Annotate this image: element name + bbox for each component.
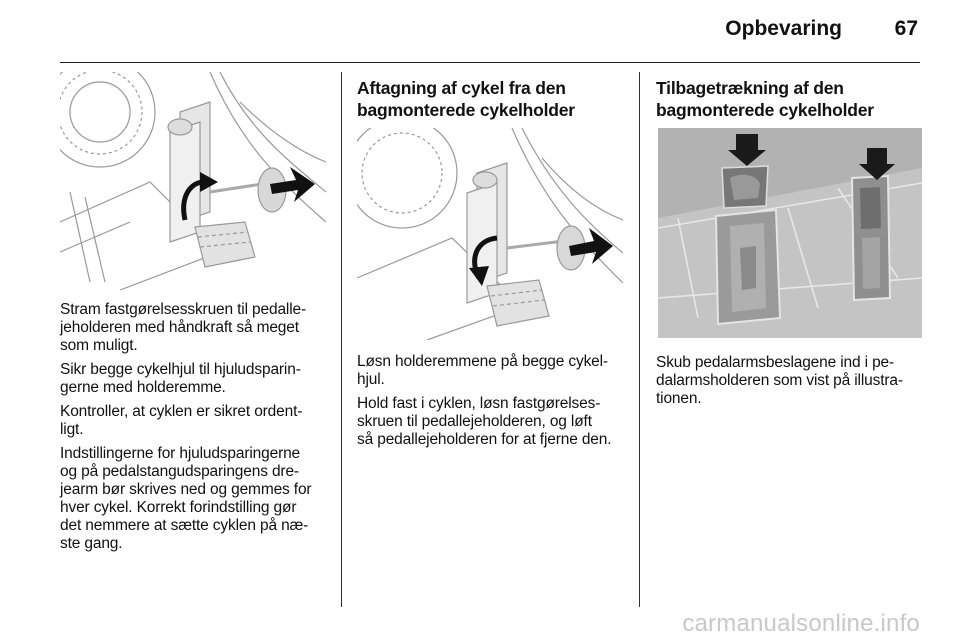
page-header — [60, 0, 920, 63]
paragraph-loosen-straps: Løsn holderemmene på begge cykel- hjul. — [357, 353, 608, 388]
removal-heading: Aftagning af cykel fra den bagmonterede cykelholder — [357, 78, 575, 120]
page-number: 67 — [894, 17, 918, 40]
retraction-heading: Tilbagetrækning af den bagmonterede cykelholder — [656, 78, 874, 120]
watermark: carmanualsonline.info — [682, 610, 920, 637]
paragraph-settings: Indstillingerne for hjuludsparingerne og på pedalstangudsparingens dre- jearm bør skrives ned og gemmes for hver cykel. Korrekt forindstilling gør det nemmere at sætte cyklen på næ- ste gang. — [60, 445, 312, 552]
paragraph-push-brackets: Skub pedalarmsbeslagene ind i pe- dalarmsholderen som vist på illustra- tionen. — [656, 354, 903, 407]
pedal-tightening-illustration — [60, 72, 326, 290]
pedal-bracket-illustration — [658, 128, 922, 338]
paragraph-check-secured: Kontroller, at cyklen er sikret ordent- ligt. — [60, 403, 303, 438]
section-title: Opbevaring — [725, 17, 842, 40]
paragraph-secure-wheels: Sikr begge cykelhjul til hjuludsparin- gerne med holderemme. — [60, 361, 301, 396]
paragraph-tighten-screw: Stram fastgørelsesskruen til pedalle- jeholderen med håndkraft så meget som muligt. — [60, 301, 306, 354]
column-divider — [341, 72, 342, 607]
column-divider — [639, 72, 640, 607]
bike-removal-illustration — [357, 128, 623, 340]
paragraph-lift-pedal-holder: Hold fast i cyklen, løsn fastgørelses- skruen til pedallejeholderen, og løft så pedallejeholderen for at fjerne den. — [357, 395, 612, 448]
